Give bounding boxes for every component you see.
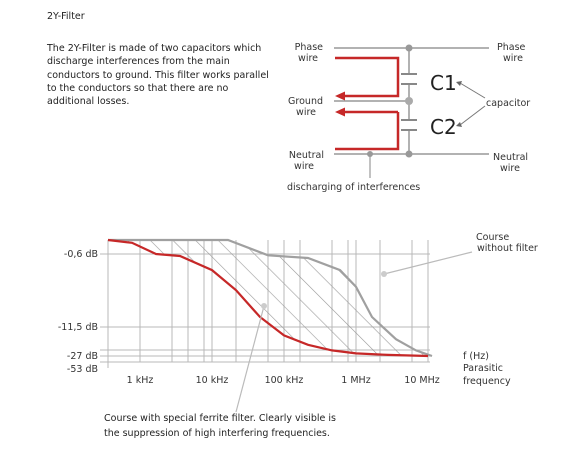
capacitor-pointer-line [460, 83, 485, 98]
phase-junction-dot [406, 45, 413, 52]
phase-left-label-2: wire [298, 53, 318, 64]
attenuation-chart [58, 232, 538, 412]
neutral-left-label-1: Neutral [288, 150, 324, 161]
neutral-left-label-2: wire [294, 161, 314, 172]
suppression-area [108, 240, 432, 356]
annotation-top-2: without filter [477, 243, 538, 254]
y-tick-label: -0,6 dB [63, 249, 98, 260]
circuit-schematic [287, 42, 530, 193]
x-tick-label: 10 kHz [195, 375, 229, 386]
phase-right-label-2: wire [503, 53, 523, 64]
x-tick-label: 10 MHz [404, 375, 440, 386]
phase-left-label-1: Phase [294, 42, 323, 53]
ground-left-label-1: Ground [288, 96, 323, 107]
ground-junction-dot [405, 97, 413, 105]
c1-label: C1 [430, 71, 457, 95]
annotation-bottom-text: Course with special ferrite filter. Clearly visible is the suppression of high interfering frequencies. [104, 413, 336, 439]
page-title: 2Y-Filter [47, 11, 85, 22]
phase-right-label-1: Phase [497, 42, 526, 53]
capacitor-label: capacitor [486, 98, 531, 109]
x-tick-label: 1 kHz [126, 375, 154, 386]
arrow-icon [335, 108, 345, 117]
x-axis-label-2: Parasitic [463, 363, 504, 374]
discharge-path-neutral [335, 112, 398, 149]
neutral-right-label-1: Neutral [493, 152, 529, 163]
y-tick-label: -27 dB [66, 351, 98, 362]
x-axis-label-3: frequency [463, 376, 511, 387]
x-axis-label-1: f (Hz) [463, 351, 489, 362]
x-tick-label: 100 kHz [264, 375, 304, 386]
c2-label: C2 [430, 115, 457, 139]
y-tick-label: -53 dB [66, 364, 98, 375]
neutral-right-label-2: wire [500, 163, 520, 174]
y-tick-label: -11,5 dB [57, 322, 98, 333]
x-tick-label: 1 MHz [341, 375, 371, 386]
discharging-label: discharging of interferences [287, 182, 421, 193]
arrow-icon [335, 92, 345, 101]
description-text: The 2Y-Filter is made of two capacitors which discharge interferences from the main conductors to ground. This filter works parallel to the conductors so that there are no additional losses. [47, 43, 269, 108]
annotation-pointer-bottom [236, 306, 264, 412]
neutral-junction-dot [406, 151, 413, 158]
discharge-path-phase [335, 58, 398, 96]
annotation-top-1: Course [476, 232, 510, 243]
ground-left-label-2: wire [296, 107, 316, 118]
